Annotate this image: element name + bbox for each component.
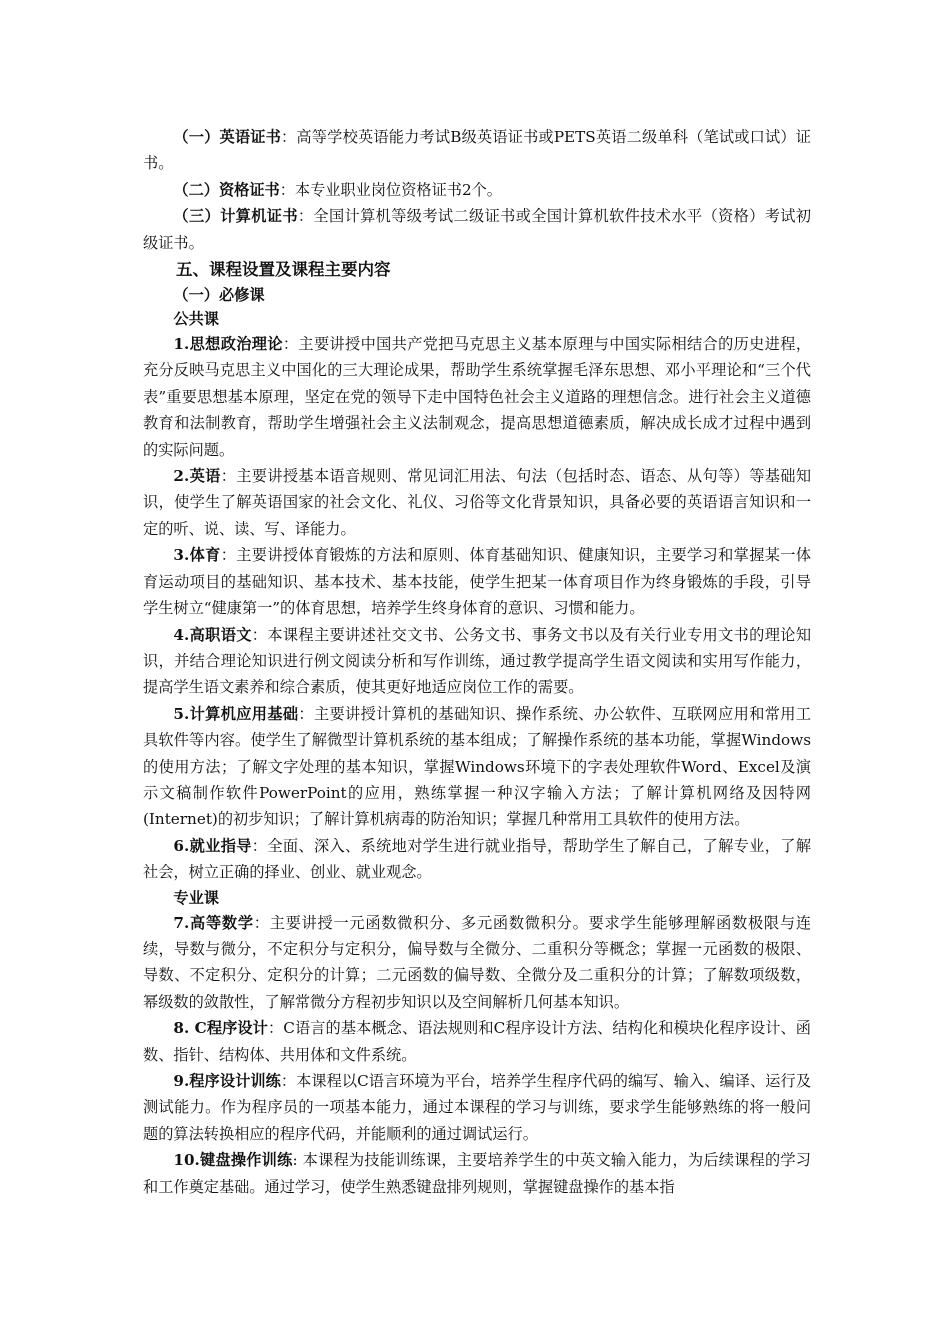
course-text: ：主要讲授体育锻炼的方法和原则、体育基础知识、健康知识，主要学习和掌握某一体育运动项目的基础知识、基本技术、基本技能，使学生把某一体育项目作为终身锻炼的手段，引导学生树立“健康第一”的体育思想，培养学生终身体育的意识、习惯和能力。 xyxy=(143,546,812,618)
course-label: 10.键盘操作训练 xyxy=(173,1151,293,1170)
cert-paragraph-computer xyxy=(143,203,811,256)
course-text: ：本课程主要讲述社交文书、公务文书、事务文书以及有关行业专用文书的理论知识，并结合理论知识进行例文阅读分析和写作训练，通过教学提高学生语文阅读和实用写作能力，提高学生语文素养和综合素质，使其更好地适应岗位工作的需要。 xyxy=(143,625,811,697)
subsection-heading: （一）必修课 xyxy=(173,286,265,305)
cert-text: ：高等学校英语能力考试B级英语证书或PETS英语二级单科（笔试或口试）证书。 xyxy=(143,128,811,173)
course-text: ：本课程以C语言环境为平台，培养学生程序代码的编写、输入、编译、运行及测试能力。作为程序员的一项基本能力，通过本课程的学习与训练，要求学生能够熟练的将一般问题的算法转换相应的程序代码，并能顺利的通过调试运行。 xyxy=(143,1072,812,1143)
course-text: ：主要讲授中国共产党把马克思主义基本原理与中国实际相结合的历史进程，充分反映马克思主义中国化的三大理论成果，帮助学生系统掌握毛泽东思想、邓小平理论和“三个代表”重要思想基本原理，坚定在党的领导下走中国特色社会主义道路的理想信念。进行社会主义道德教育和法制教育，帮助学生增强社会主义法制观念，提高思想道德素质，解决成长成才过程中遇到的实际问题。 xyxy=(143,335,812,459)
course-label: 1.思想政治理论 xyxy=(173,335,283,354)
course-text: ：主要讲授计算机的基础知识、操作系统、办公软件、互联网应用和常用工具软件等内容。使学生了解微型计算机系统的基本组成；了解操作系统的基本功能，掌握Windows的使用方法；了解文字处理的基本知识，掌握Windows环境下的字表处理软件Word、Excel及演示文稿制作软件PowerPoint的应用，熟练掌握一种汉字输入方法；了解计算机网络及因特网(Internet)的初步知识；了解计算机病毒的防治知识；掌握几种常用工具软件的使用方法。 xyxy=(143,704,812,829)
cert-text: ：全国计算机等级考试二级证书或全国计算机软件技术水平（资格）考试初级证书。 xyxy=(143,207,811,252)
section-heading: 五、课程设置及课程主要内容 xyxy=(176,260,391,280)
cert-label: （二）资格证书 xyxy=(173,180,280,199)
course-text: ：主要讲授一元函数微积分、多元函数微积分。要求学生能够理解函数极限与连续，导数与微分，不定积分与定积分，偏导数与全微分、二重积分等概念；掌握一元函数的极限、导数、不定积分、定积分的计算；二元函数的偏导数、全微分及二重积分的计算；了解数项级数，幂级数的敛散性，了解常微分方程初步知识以及空间解析几何基本知识。 xyxy=(143,913,812,1011)
course-paragraph xyxy=(143,701,811,833)
course-label: 9.程序设计训练 xyxy=(173,1072,281,1090)
cert-paragraph-english xyxy=(143,124,811,177)
cert-label: （三）计算机证书 xyxy=(173,207,298,226)
course-label: 8. C程序设计 xyxy=(173,1019,268,1038)
group-heading-public: 公共课 xyxy=(173,310,219,329)
cert-text: ：本专业职业岗位资格证书2个。 xyxy=(279,180,502,199)
document-page xyxy=(143,124,811,1200)
course-paragraph xyxy=(143,910,811,1016)
course-paragraph xyxy=(143,833,811,886)
course-label: 5.计算机应用基础 xyxy=(173,704,299,723)
course-text: : 本课程为技能训练课，主要培养学生的中英文输入能力，为后续课程的学习和工作奠定基础。通过学习，使学生熟悉键盘排列规则，掌握键盘操作的基本指 xyxy=(143,1151,811,1196)
course-label: 6.就业指导 xyxy=(173,836,252,855)
course-text: ：全面、深入、系统地对学生进行就业指导，帮助学生了解自己，了解专业，了解社会，树立正确的择业、创业、就业观念。 xyxy=(143,836,811,882)
cert-label: （一）英语证书 xyxy=(173,128,282,146)
course-paragraph xyxy=(143,542,811,621)
course-text: ：主要讲授基本语音规则、常见词汇用法、句法（包括时态、语态、从句等）等基础知识，使学生了解英语国家的社会文化、礼仪、习俗等文化背景知识，具备必要的英语语言知识和一定的听、说、读、写、译能力。 xyxy=(143,467,812,538)
course-paragraph xyxy=(143,1068,811,1147)
course-label: 4.高职语文 xyxy=(173,625,252,644)
course-paragraph xyxy=(143,622,811,701)
cert-paragraph-qualification xyxy=(143,177,811,203)
group-heading-major: 专业课 xyxy=(173,888,219,907)
course-label: 7.高等数学 xyxy=(173,913,254,932)
course-paragraph xyxy=(143,463,811,542)
course-label: 3.体育 xyxy=(173,546,221,565)
course-text: ：C语言的基本概念、语法规则和C程序设计方法、结构化和模块化程序设计、函数、指针、结构体、共用体和文件系统。 xyxy=(143,1019,811,1064)
course-paragraph xyxy=(143,1147,811,1200)
course-paragraph xyxy=(143,331,811,463)
course-paragraph xyxy=(143,1015,811,1068)
course-label: 2.英语 xyxy=(173,467,221,486)
